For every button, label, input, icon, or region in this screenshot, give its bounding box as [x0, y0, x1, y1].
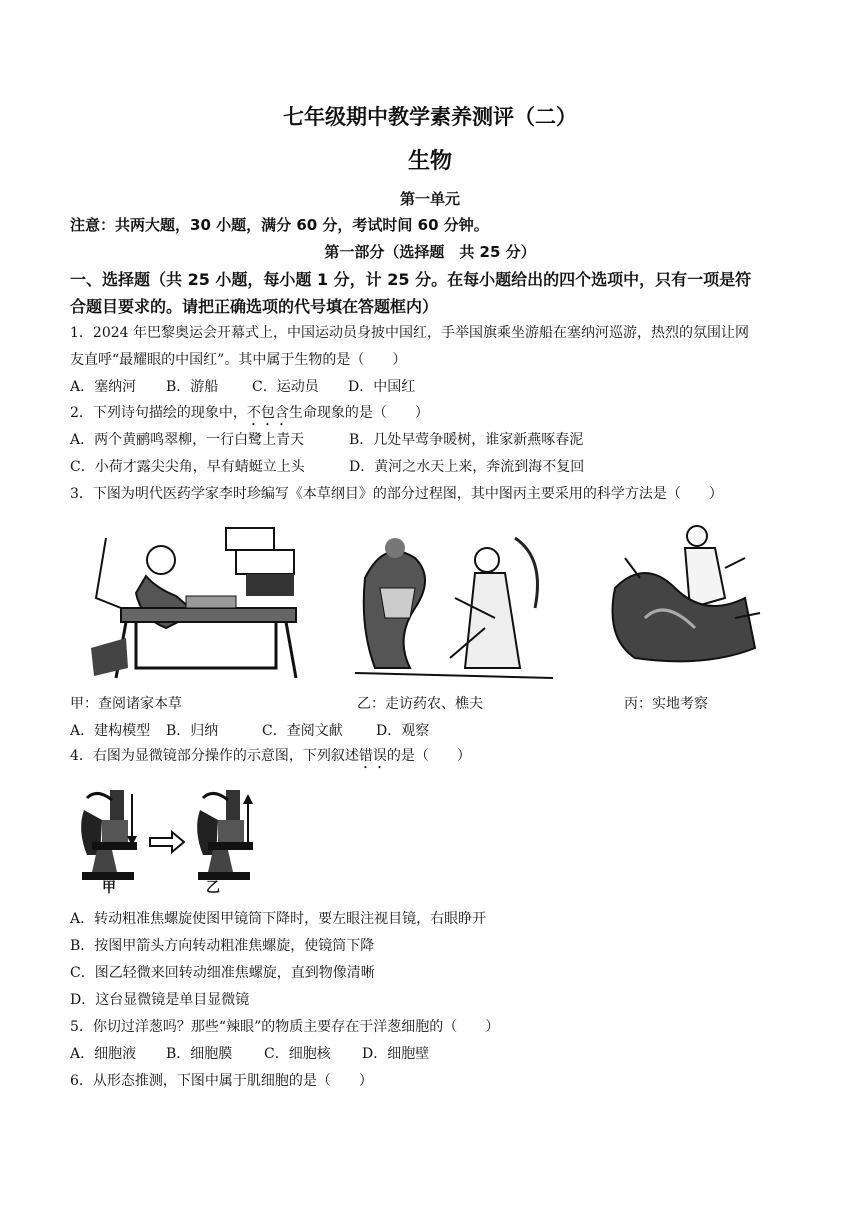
option-c: C．运动员: [252, 379, 319, 395]
question-4-text-pre: 4．右图为显微镜部分操作的示意图，下列叙述: [70, 748, 359, 764]
caption-bing: 丙：实地考察: [624, 696, 708, 712]
microscope-operation-figure: [72, 780, 262, 898]
option-b: B．几处早莺争暖树，谁家新燕啄春泥: [349, 432, 584, 448]
unit-title: 第一单元: [399, 190, 460, 208]
question-2-options-row1: [70, 430, 583, 450]
option-c: C．细胞核: [264, 1046, 331, 1062]
question-2-text-pre: 2．下列诗句描绘的现象中，: [70, 405, 247, 421]
option-b: B．细胞膜: [166, 1046, 233, 1062]
option-a: A．两个黄鹂鸣翠柳，一行白鹭上青天: [70, 432, 305, 448]
figure-label-jia: 甲: [102, 880, 116, 896]
option-d: D．中国红: [348, 379, 416, 395]
question-2-options-row2: [70, 457, 584, 477]
question-3-options: [70, 721, 429, 741]
figure-label-yi: 乙: [206, 880, 220, 896]
option-a: A．塞纳河: [70, 379, 137, 395]
question-4-stem: [70, 746, 471, 772]
option-c: C．查阅文献: [262, 723, 343, 739]
exam-notice: 注意：共两大题，30 小题，满分 60 分，考试时间 60 分钟。: [70, 216, 489, 234]
question-1-options: [70, 377, 415, 397]
illustration-yi-visiting-herb-farmers: [355, 518, 553, 684]
question-4-option-d: D．这台显微镜是单目显微镜: [70, 992, 250, 1008]
question-6-stem: 6．从形态推测，下图中属于肌细胞的是（ ）: [70, 1073, 373, 1089]
microscope-yi-icon: [197, 790, 253, 880]
option-b: B．归纳: [166, 723, 219, 739]
question-3-captions: [70, 694, 708, 714]
option-b: B．游船: [166, 379, 219, 395]
subject-title: 生物: [407, 149, 452, 174]
part-one-title: 第一部分（选择题 共 25 分）: [324, 243, 536, 261]
option-d: D．黄河之水天上来，奔流到海不复回: [349, 459, 585, 475]
option-c: C．小荷才露尖尖角，早有蜻蜓立上头: [70, 459, 305, 475]
illustration-jia-scholar-reading: [86, 518, 306, 684]
option-a: A．建构模型: [70, 723, 151, 739]
question-5-stem: 5．你切过洋葱吗？那些“辣眼”的物质主要存在于洋葱细胞的（ ）: [70, 1019, 500, 1035]
option-d: D．细胞壁: [362, 1046, 430, 1062]
arrow-right-icon: [150, 832, 184, 852]
question-4-option-a: A．转动粗准焦螺旋使图甲镜筒下降时，要左眼注视目镜，右眼睁开: [70, 911, 487, 927]
page-title: 七年级期中教学素养测评（二）: [283, 105, 577, 129]
caption-jia: 甲：查阅诸家本草: [70, 696, 182, 712]
question-5-options: [70, 1044, 429, 1064]
section-heading-line2: 合题目要求的。请把正确选项的代号填在答题框内）: [70, 297, 439, 316]
question-4-option-c: C．图乙轻微来回转动细准焦螺旋，直到物像清晰: [70, 965, 375, 981]
question-2-stem: [70, 403, 429, 429]
question-1-line1: 1．2024 年巴黎奥运会开幕式上，中国运动员身披中国红，手举国旗乘坐游船在塞纳河巡游，热烈的氛围让网: [70, 325, 749, 341]
illustration-bing-field-survey: [605, 518, 765, 668]
question-3-stem: 3．下图为明代医药学家李时珍编写《本草纲目》的部分过程图，其中图丙主要采用的科学方法是（ ）: [70, 486, 723, 502]
option-d: D．观察: [376, 723, 430, 739]
microscope-jia-icon: [81, 790, 137, 880]
question-4-option-b: B．按图甲箭头方向转动粗准焦螺旋，使镜筒下降: [70, 938, 375, 954]
question-1-line2: 友直呼“最耀眼的中国红”。其中属于生物的是（ ）: [70, 352, 407, 368]
question-2-text-post: 生命现象的是（ ）: [288, 405, 429, 421]
question-4-emphasis: 错误: [358, 748, 387, 764]
question-4-text-post: 的是（ ）: [386, 748, 471, 764]
section-heading-line1: 一、选择题（共 25 小题，每小题 1 分，计 25 分。在每小题给出的四个选项中，只有一项是符: [70, 270, 752, 289]
caption-yi: 乙：走访药农、樵夫: [357, 696, 483, 712]
option-a: A．细胞液: [70, 1046, 137, 1062]
question-2-emphasis: 不包含: [246, 405, 289, 421]
